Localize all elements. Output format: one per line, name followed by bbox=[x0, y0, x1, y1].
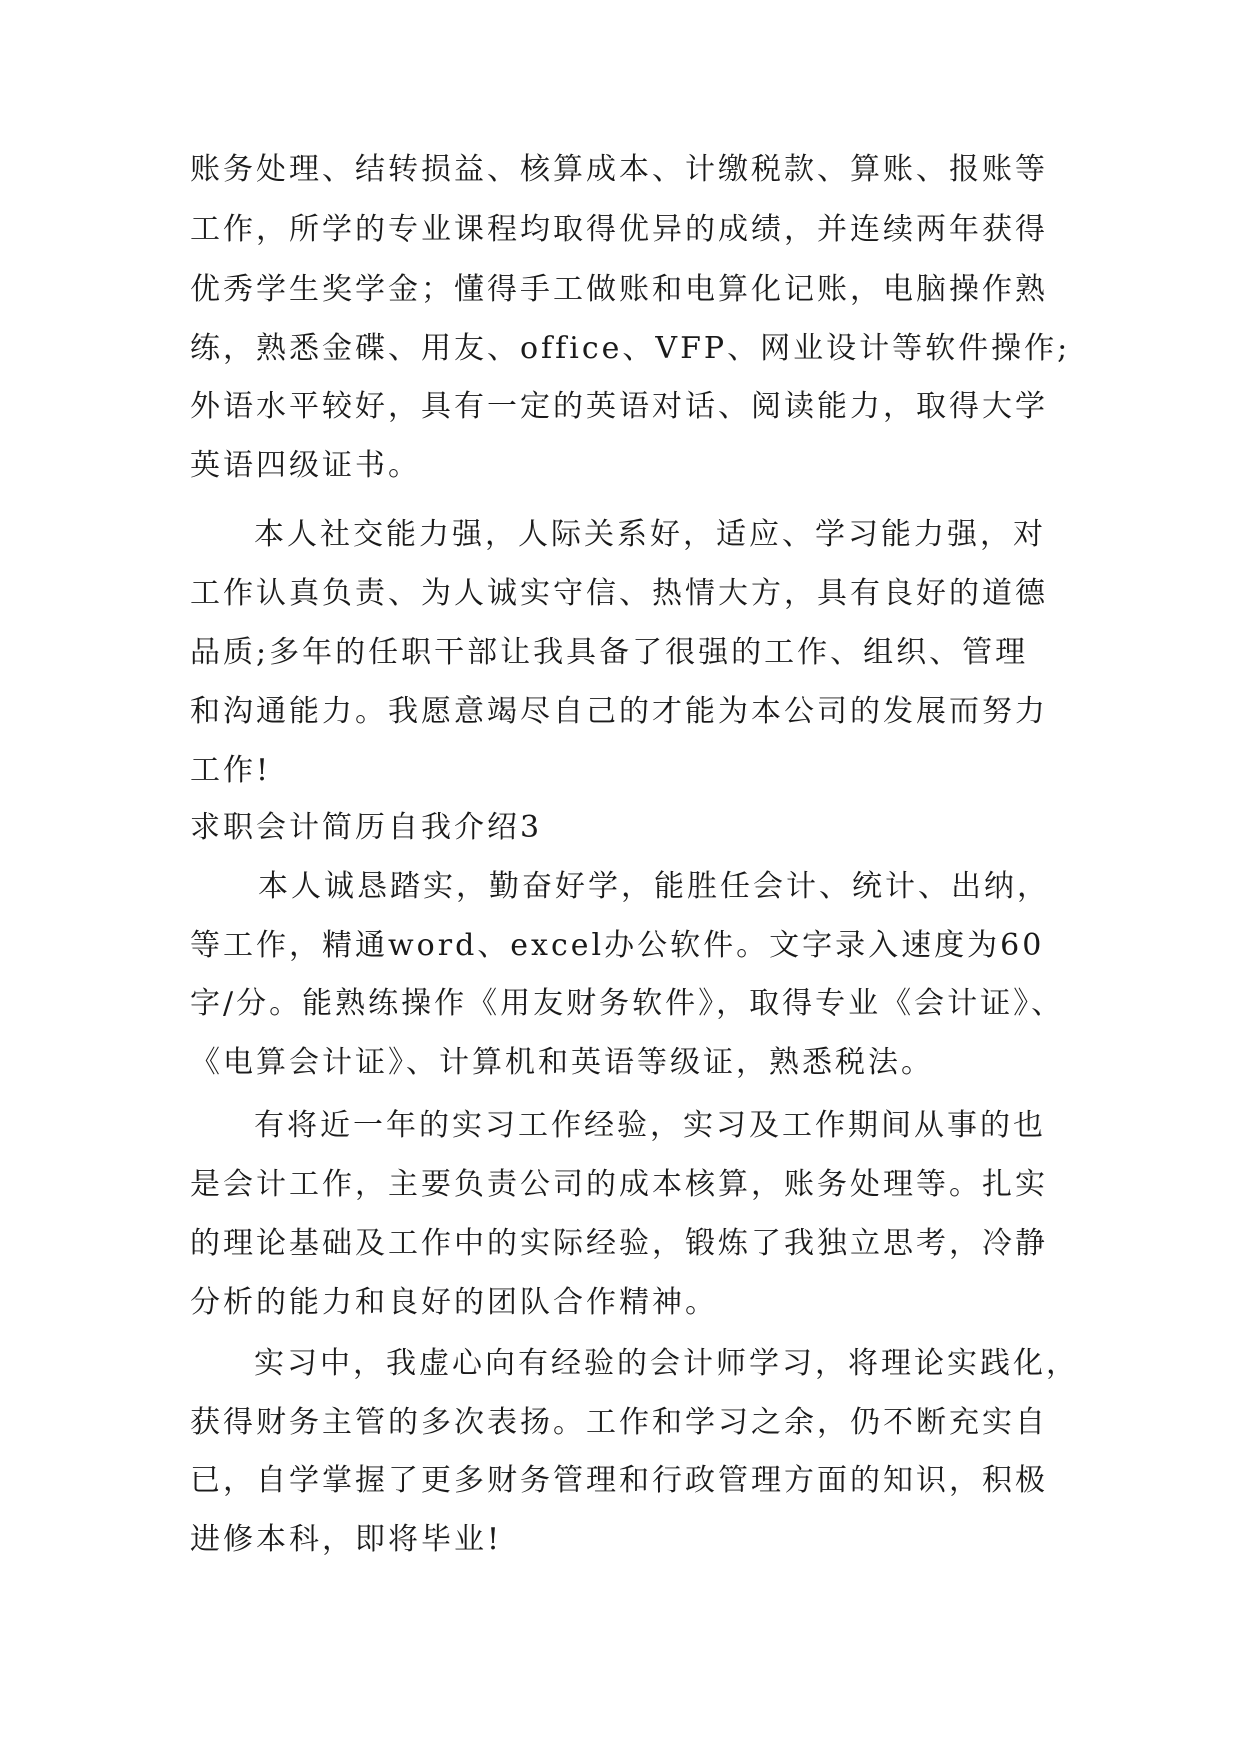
section-heading: 求职会计简历自我介绍3 bbox=[190, 810, 543, 845]
text-line: 实习中，我虚心向有经验的会计师学习，将理论实践化， bbox=[254, 1346, 1079, 1381]
text-line: 账务处理、结转损益、核算成本、计缴税款、算账、报账等 bbox=[190, 152, 1048, 187]
text-line: 本人诚恳踏实，勤奋好学，能胜任会计、统计、出纳， bbox=[258, 869, 1050, 904]
text-line: 等工作，精通word、excel办公软件。文字录入速度为60 bbox=[190, 928, 1045, 963]
text-line: 练，熟悉金碟、用友、office、VFP、网业设计等软件操作; bbox=[190, 331, 1071, 366]
text-line: 和沟通能力。我愿意竭尽自己的才能为本公司的发展而努力 bbox=[190, 694, 1048, 729]
text-line: 英语四级证书。 bbox=[190, 448, 421, 483]
text-line: 已，自学掌握了更多财务管理和行政管理方面的知识，积极 bbox=[190, 1463, 1048, 1498]
text-line: 的理论基础及工作中的实际经验，锻炼了我独立思考，冷静 bbox=[190, 1226, 1048, 1261]
text-line: 工作，所学的专业课程均取得优异的成绩，并连续两年获得 bbox=[190, 212, 1048, 247]
text-line: 是会计工作，主要负责公司的成本核算，账务处理等。扎实 bbox=[190, 1167, 1048, 1202]
text-line: 本人社交能力强，人际关系好，适应、学习能力强，对 bbox=[254, 517, 1046, 552]
text-line: 工作! bbox=[190, 753, 272, 788]
text-line: 工作认真负责、为人诚实守信、热情大方，具有良好的道德 bbox=[190, 576, 1048, 611]
text-line: 获得财务主管的多次表扬。工作和学习之余，仍不断充实自 bbox=[190, 1405, 1048, 1440]
text-line: 优秀学生奖学金；懂得手工做账和电算化记账，电脑操作熟 bbox=[190, 272, 1048, 307]
text-line: 分析的能力和良好的团队合作精神。 bbox=[190, 1285, 718, 1320]
text-line: 外语水平较好，具有一定的英语对话、阅读能力，取得大学 bbox=[190, 389, 1048, 424]
text-line: 字/分。能熟练操作《用友财务软件》，取得专业《会计证》、 bbox=[190, 986, 1065, 1021]
text-line: 品质;多年的任职干部让我具备了很强的工作、组织、管理 bbox=[190, 635, 1029, 670]
text-line: 进修本科，即将毕业! bbox=[190, 1522, 503, 1557]
text-line: 《电算会计证》、计算机和英语等级证，熟悉税法。 bbox=[190, 1045, 934, 1080]
text-line: 有将近一年的实习工作经验，实习及工作期间从事的也 bbox=[254, 1108, 1046, 1143]
